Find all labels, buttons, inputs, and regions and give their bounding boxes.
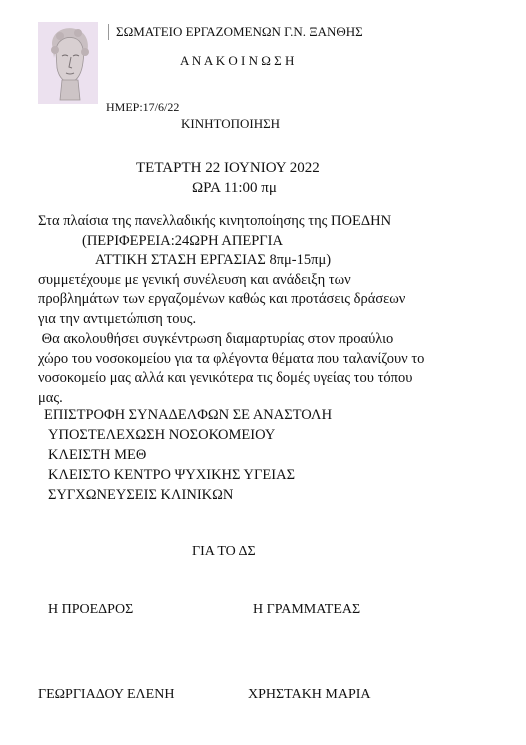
secretary-title: Η ΓΡΑΜΜΑΤΕΑΣ [253, 602, 361, 617]
list-item: ΥΠΟΣΤΕΛΕΧΩΣΗ ΝΟΣΟΚΟΜΕΙΟΥ [48, 427, 276, 443]
list-item: ΚΛΕΙΣΤΗ ΜΕΘ [48, 447, 147, 463]
text-line: Θα ακολουθήσει συγκέντρωση διαμαρτυρίας στον προαύλιο [38, 331, 394, 347]
text-line: για την αντιμετώπιση τους. [38, 310, 197, 327]
text-line: ΑΤΤΙΚΗ ΣΤΑΣΗ ΕΡΓΑΣΙΑΣ 8πμ-15πμ) [95, 252, 332, 269]
president-title: Η ΠΡΟΕΔΡΟΣ [48, 602, 134, 617]
text-line: χώρο του νοσοκομείου για τα φλέγοντα θέματα που ταλανίζουν το [38, 350, 425, 367]
text-line: προβλημάτων των εργαζομένων καθώς και προτάσεις δράσεων [38, 291, 406, 308]
text-line: νοσοκομείο μας αλλά και γενικότερα τις δομές υγείας του τόπου [38, 370, 413, 387]
union-name: ΣΩΜΑΤΕΙΟ ΕΡΓΑΖΟΜΕΝΩΝ Γ.Ν. ΞΑΝΘΗΣ [116, 24, 363, 39]
announcement-subject: ΚΙΝΗΤΟΠΟΙΗΣΗ [181, 116, 281, 131]
text-line: μας. [38, 389, 63, 406]
list-item: ΣΥΓΧΩΝΕΥΣΕΙΣ ΚΛΙΝΙΚΩΝ [48, 487, 234, 503]
announcement-heading: Α Ν Α Κ Ο Ι Ν Ω Σ Η [180, 53, 295, 68]
union-logo [38, 22, 98, 104]
rally-paragraph [38, 330, 498, 408]
list-item: ΕΠΙΣΤΡΟΦΗ ΣΥΝΑΔΕΛΦΩΝ ΣΕ ΑΝΑΣΤΟΛΗ [44, 407, 333, 423]
event-time: ΩΡΑ 11:00 πμ [192, 180, 277, 196]
classical-head-icon [38, 22, 98, 104]
list-item: ΚΛΕΙΣΤΟ ΚΕΝΤΡΟ ΨΥΧΙΚΗΣ ΥΓΕΙΑΣ [48, 467, 296, 483]
for-board-label: ΓΙΑ ΤΟ ΔΣ [192, 544, 256, 559]
issues-list [44, 405, 332, 505]
header-divider [108, 24, 109, 40]
announcement-date: ΗΜΕΡ:17/6/22 [106, 100, 180, 114]
text-line: συμμετέχουμε με γενική συνέλευση και ανάδειξη των [38, 271, 351, 288]
event-date: ΤΕΤΑΡΤΗ 22 ΙΟΥΝΙΟΥ 2022 [136, 160, 320, 176]
text-line: Στα πλαίσια της πανελλαδικής κινητοποίησης της ΠΟΕΔΗΝ [38, 213, 392, 229]
secretary-name: ΧΡΗΣΤΑΚΗ ΜΑΡΙΑ [248, 687, 371, 702]
president-name: ΓΕΩΡΓΙΑΔΟΥ ΕΛΕΝΗ [38, 687, 175, 702]
text-line: (ΠΕΡΙΦΕΡΕΙΑ:24ΩΡΗ ΑΠΕΡΓΙΑ [82, 232, 283, 249]
intro-paragraph [38, 212, 498, 330]
